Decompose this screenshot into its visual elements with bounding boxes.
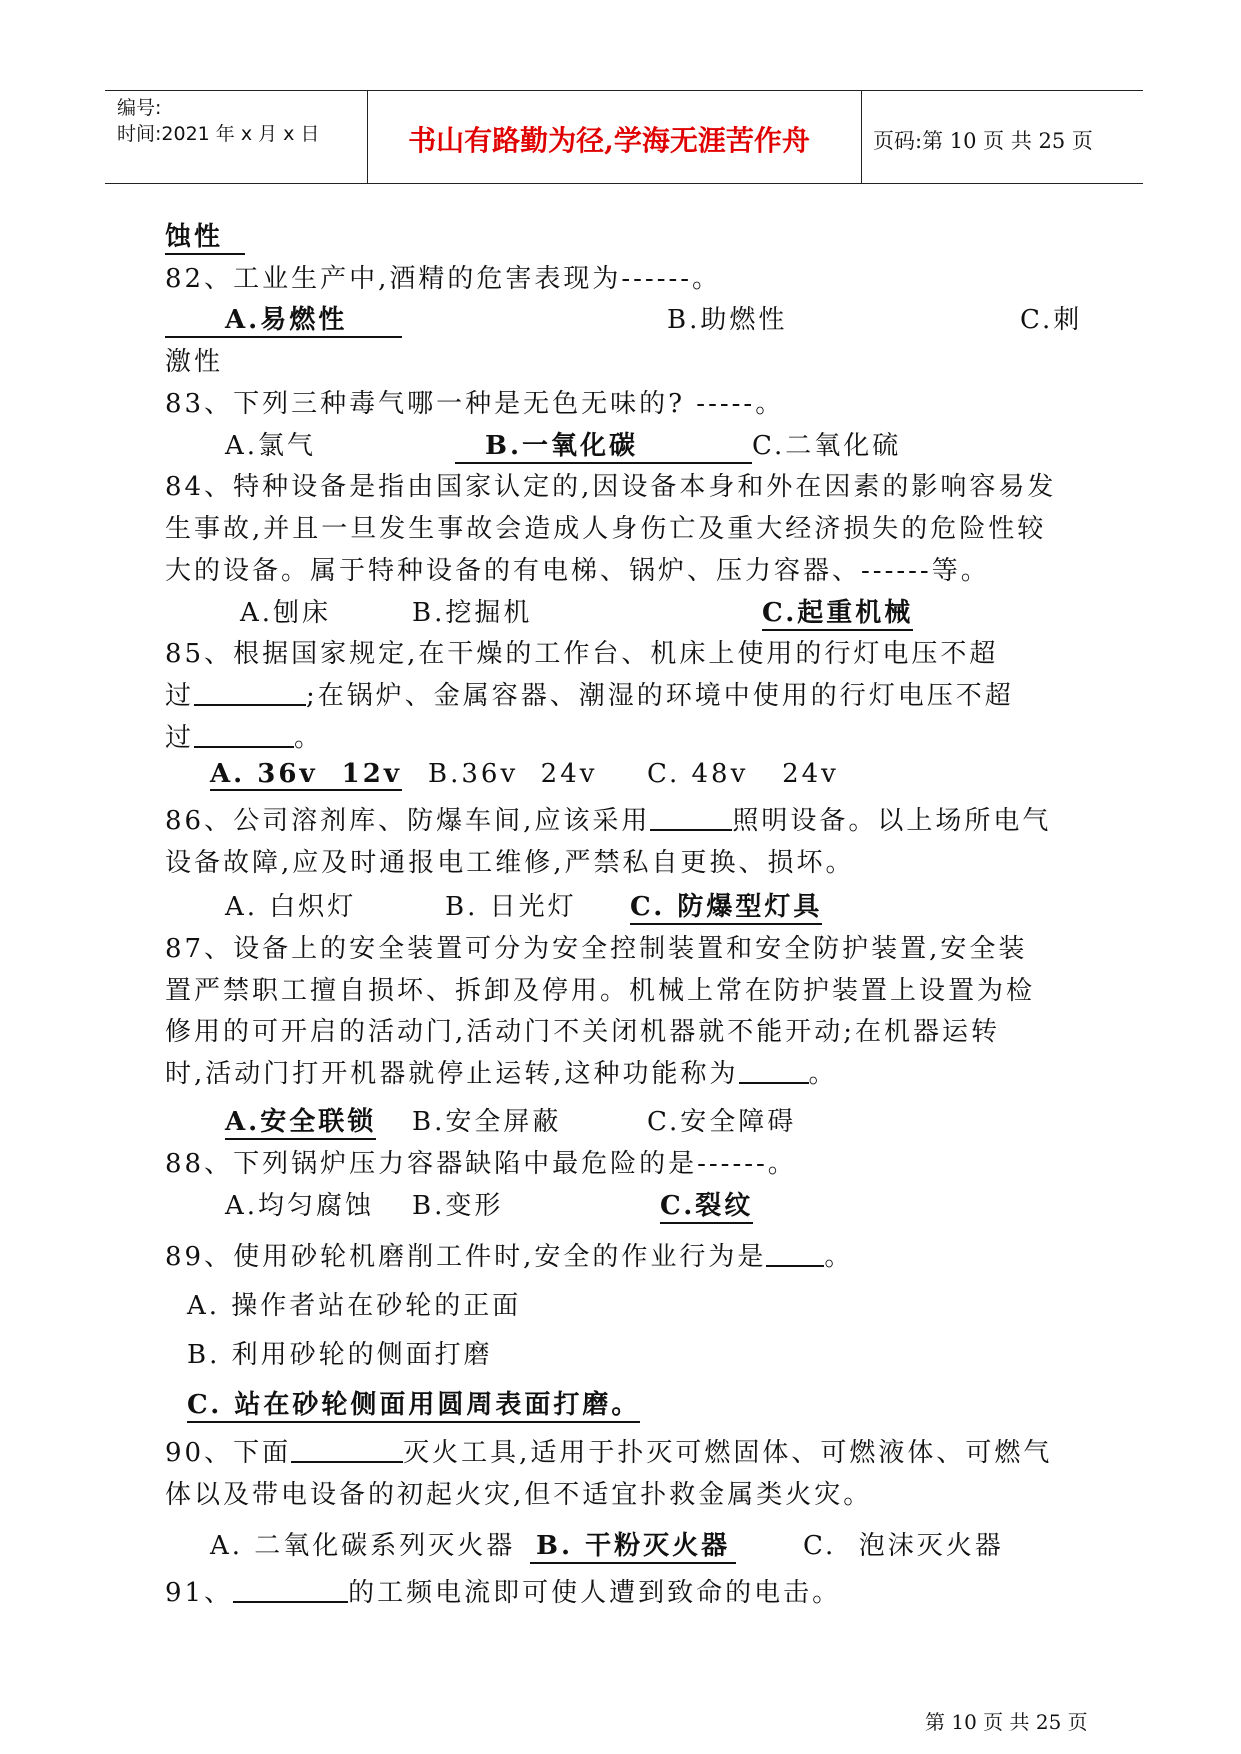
question-84: 84、特种设备是指由国家认定的,因设备本身和外在因素的影响容易发 [165,472,1057,502]
text-line: 体以及带电设备的初起火灾,但不适宜扑救金属类火灾。 [165,1480,873,1510]
text-line: 蚀性 [165,216,245,255]
option: C. 48v 24v [647,759,839,789]
answer-option: C. 站在砂轮侧面用圆周表面打磨。 [187,1384,640,1423]
question-87: 87、设备上的安全装置可分为安全控制装置和安全防护装置,安全装 [165,934,1028,964]
question-86: 86、公司溶剂库、防爆车间,应该采用 照明设备。以上场所电气 [165,800,1051,837]
header-page-label: 页码:第 10 页 共 25 页 [873,129,1093,153]
options-82 [165,299,402,338]
header-motto: 书山有路勤为径,学海无涯苦作舟 [408,124,810,157]
text-line: 修用的可开启的活动门,活动门不关闭机器就不能开动;在机器运转 [165,1017,1001,1047]
question-82: 82、工业生产中,酒精的危害表现为------。 [165,264,722,294]
question-83: 83、下列三种毒气哪一种是无色无味的? -----。 [165,389,785,419]
option: B.36v 24v [428,759,598,789]
answer-option: B. 干粉灭火器 [530,1525,736,1564]
header-table [105,90,1143,184]
question-85: 85、根据国家规定,在干燥的工作台、机床上使用的行灯电压不超 [165,639,999,669]
text-line: 过 ;在锅炉、金属容器、潮湿的环境中使用的行灯电压不超 [165,675,1014,712]
answer-option: B.一氧化碳 [455,425,752,464]
question-88: 88、下列锅炉压力容器缺陷中最危险的是------。 [165,1149,797,1179]
text-line: 大的设备。属于特种设备的有电梯、锅炉、压力容器、------等。 [165,556,990,586]
answer-option: A. 36v 12v [210,759,402,789]
option: B.安全屏蔽 [412,1107,562,1137]
option: C.二氧化硫 [752,431,902,461]
number-label: 编号: [117,97,162,119]
text-line: 过 。 [165,717,323,754]
text-line: 置严禁职工擅自损坏、拆卸及停用。机械上常在防护装置上设置为检 [165,976,1036,1006]
question-89: 89、使用砂轮机磨削工件时,安全的作业行为是 。 [165,1236,853,1273]
option: A.氯气 [225,431,317,461]
option: B.挖掘机 [412,598,533,628]
answer-option: C. 防爆型灯具 [630,886,822,925]
answer-option: A.易燃性 [165,299,402,338]
option: A. 白炽灯 [225,892,357,922]
text-line: 时,活动门打开机器就停止运转,这种功能称为 。 [165,1053,838,1090]
header-divider [861,91,862,183]
option: A. 操作者站在砂轮的正面 [187,1291,522,1321]
question-90: 90、下面 灭火工具,适用于扑灭可燃固体、可燃液体、可燃气 [165,1432,1052,1469]
option: A.刨床 [240,598,332,628]
page-footer: 第 10 页 共 25 页 [925,1710,1088,1734]
option: C. 泡沫灭火器 [803,1531,1004,1561]
option: C.刺 [1020,305,1083,335]
answer-option: C.起重机械 [762,592,913,631]
header-left-cell [117,95,319,147]
answer-option: C.裂纹 [660,1185,753,1224]
text-line: 设备故障,应及时通报电工维修,严禁私自更换、损坏。 [165,848,855,878]
option: A. 二氧化碳系列灭火器 [210,1531,516,1561]
text-line: 激性 [165,347,224,377]
option: C.安全障碍 [647,1107,797,1137]
option: B.助燃性 [667,305,788,335]
option: B. 日光灯 [445,892,577,922]
text-line: 生事故,并且一旦发生事故会造成人身伤亡及重大经济损失的危险性较 [165,514,1047,544]
option: B. 利用砂轮的侧面打磨 [187,1340,493,1370]
option: A.均匀腐蚀 [225,1191,375,1221]
time-label: 时间:2021 年 x 月 x 日 [117,123,320,145]
question-91: 91、 的工频电流即可使人遭到致命的电击。 [165,1572,841,1609]
option: B.变形 [412,1191,504,1221]
answer-option: A.安全联锁 [225,1101,376,1140]
